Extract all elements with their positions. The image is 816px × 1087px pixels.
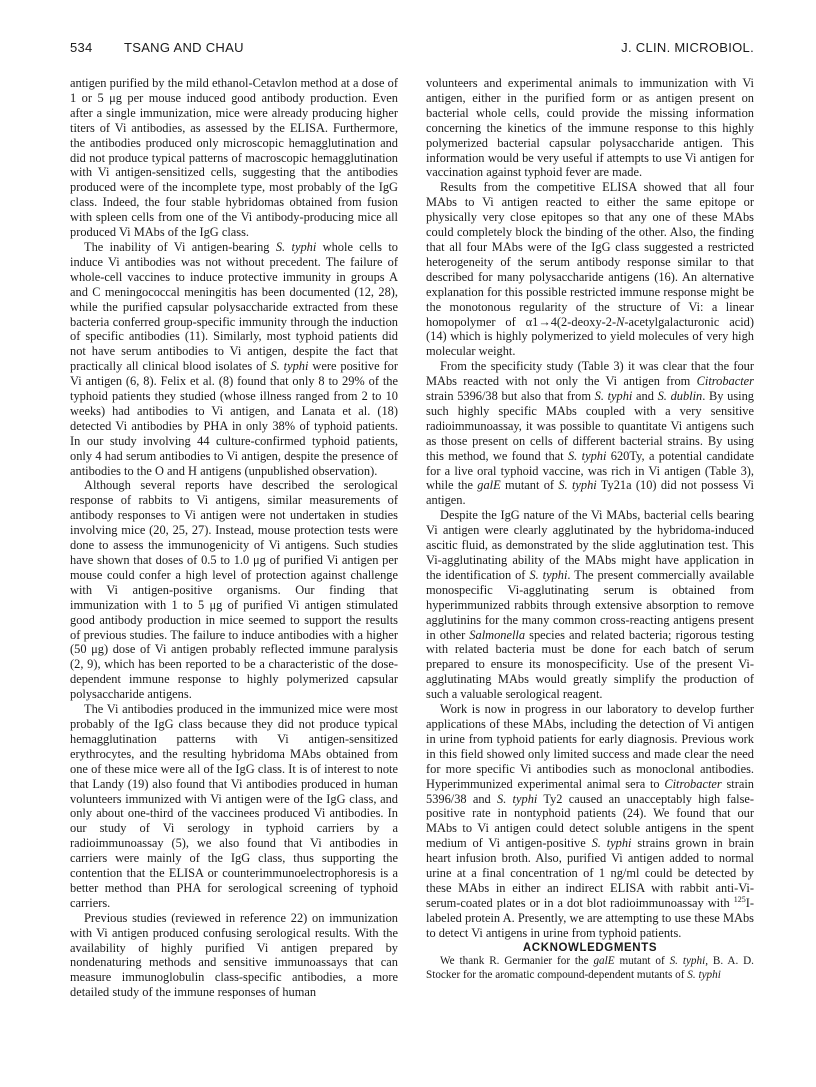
acknowledgments-heading: ACKNOWLEDGMENTS [522,941,658,954]
paragraph: Previous studies (reviewed in reference 22) on immunization with Vi antigen produced confusing serological results. With the availability of highly purified Vi antigen prepared by nondenaturing methods and sensitive immunoassays that can measure immunoglobulin class-specific antibodies, a more detailed study of the immune responses of human [70,910,398,1000]
paragraph: Despite the IgG nature of the Vi MAbs, bacterial cells bearing Vi antigen were clearly agglutinated by the hybridoma-induced ascitic fluid, as demonstrated by the slide agglutination test. This Vi-agglutinating ability of the MAbs might have application in the identification of S. typhi. The present commercially available monospecific Vi-agglutinating serum is obtained from hyperimmunized rabbits through extensive absorption to remove agglutinins for the many common cross-reacting antigens present in other Salmonella species and related bacteria; rigorous testing with related bacteria must be done for each batch of serum prepared to ensure its monospecificity. Use of the present Vi-agglutinating MAbs would greatly simplify the production of such a valuable serological reagent. [426,508,754,702]
paragraph: Although several reports have described the serological response of rabbits to Vi antigens, similar measurements of antibody responses to Vi antigen were not undertaken in studies involving mice (20, 25, 27). Instead, mouse protection tests were done to assess the immunogenicity of Vi antigens. Such studies have shown that doses of 0.5 to 1.0 μg of purified Vi antigen per mouse could confer a high level of protection against challenge with Vi antigen-positive organisms. Our finding that immunization with 1 to 5 μg of purified Vi antigen stimulated good antibody production in mice seemed to support the results of previous studies. The failure to induce antibodies with a higher (50 μg) dose of Vi antigen probably reflected immune paralysis (2, 9), which has been reported to be a characteristic of the dose-dependent immune response to highly polymerized capsular polysaccharide antigens. [70,478,398,702]
paragraph: Work is now in progress in our laboratory to develop further applications of these MAbs, including the detection of Vi antigen in urine from typhoid patients for early diagnosis. Previous work in this field showed only limited success and made clear the need for more specific Vi antibodies such as monoclonal antibodies. Hyperimmunized experimental animal sera to Citrobacter strain 5396/38 and S. typhi Ty2 caused an unacceptably high false-positive rate in nontyphoid patients (24). We found that our MAbs to Vi antigen could detect soluble antigens in the spent medium of Vi antigen-positive S. typhi strains grown in brain heart infusion broth. Also, purified Vi antigen added to normal urine at a final concentration of 1 ng/ml could be detected by these MAbs in either an indirect ELISA with rabbit anti-Vi-serum-coated plates or in a dot blot radioimmunoassay with $^{125}$I-labeled protein A. Presently, we are attempting to use these MAbs to detect Vi antigens in urine from typhoid patients. [426,702,755,940]
left-column [70,76,398,1000]
acknowledgments-text: We thank R. Germanier for the galE mutant of S. typhi, B. A. D. Stocker for the aromatic compound-dependent mutants of S. typhi [426,955,754,982]
paragraph: Results from the competitive ELISA showed that all four MAbs to Vi antigen reacted to either the same epitope or physically very close epitopes so that any one of these MAbs could completely block the binding of the other. Also, the finding that all four MAbs were of the IgG class suggested a restricted heterogeneity of the serum antibody response similar to that described for many polysaccharide antigens (16). An alternative explanation for this possible restricted immune response might be the monotonous regularity of the structure of Vi: a linear homopolymer of α1→4(2-deoxy-2-N-acetylgalacturonic acid) (14) which is highly polymerized to yield molecules of very high molecular weight. [426,180,754,359]
paragraph: The Vi antibodies produced in the immunized mice were most probably of the IgG class because they did not produce typical hemagglutination patterns with Vi antigen-sensitized erythrocytes, and the resulting hybridoma MAbs obtained from one of these mice were all of the IgG class. It is of interest to note that Landy (19) also found that Vi antibodies produced in human volunteers immunized with Vi antigen were of the IgG class, and only about one-third of the vaccinees produced Vi antibodies. In our study of Vi serology in typhoid carriers by a radioimmunoassay (5), we also found that Vi antibodies in carriers were mainly of the IgG class, thus supporting the contention that the ELISA or counterimmunoelectrophoresis is a better method than PHA for serological screening of typhoid carriers. [70,702,398,910]
right-column [426,76,754,983]
paragraph: From the specificity study (Table 3) it was clear that the four MAbs reacted with not only the Vi antigen from Citrobacter strain 5396/38 but also that from S. typhi and S. dublin. By using such highly specific MAbs coupled with a very sensitive radioimmunoassay, it was possible to quantitate Vi antigens such as those present on cells of different bacterial strains. By using this method, we found that S. typhi 620Ty, a potential candidate for a live oral typhoid vaccine, was rich in Vi antigen (Table 3), while the galE mutant of S. typhi Ty21a (10) did not possess Vi antigen. [426,359,755,508]
paragraph: volunteers and experimental animals to immunization with Vi antigen, either in the purified form or as antigen present on bacterial whole cells, could provide the missing information concerning the kinetics of the immune response to this highly polymerized bacterial capsular polysaccharide antigen. This information would be very useful if attempts to use Vi antigen for vaccination against typhoid fever are made. [426,76,754,180]
journal-name: J. CLIN. MICROBIOL. [621,40,754,55]
running-authors: TSANG AND CHAU [124,40,244,55]
running-header [70,40,754,60]
paragraph: The inability of Vi antigen-bearing S. typhi whole cells to induce Vi antibodies was not without precedent. The failure of whole-cell vaccines to induce protective immunity in groups A and C meningococcal meningitis has been documented (12, 28), while the purified capsular polysaccharide extracted from these bacteria conferred group-specific immunity through the induction of specific antibodies (11). Similarly, most typhoid patients did not have serum antibodies to Vi antigen, despite the fact that practically all clinical blood isolates of S. typhi were positive for Vi antigen (6, 8). Felix et al. (8) found that only 8 to 29% of the typhoid patients they studied (whose illness ranged from 2 to 10 weeks) had antibodies to Vi antigen, and Lanata et al. (18) detected Vi antibodies by PHA in only 38% of typhoid patients. In our study involving 44 culture-confirmed typhoid patients, only 4 had serum antibodies to Vi antigen, despite the presence of antibodies to the O and H antigens (unpublished observation). [70,239,399,478]
paragraph: antigen purified by the mild ethanol-Cetavlon method at a dose of 1 or 5 μg per mouse induced good antibody production. Even after a single immunization, mice were already producing higher titers of Vi antibodies, as assessed by the ELISA. Furthermore, the antibodies produced only microscopic hemagglutination and did not produce typical patterns of macroscopic hemagglutination with Vi antigen-sensitized cells, suggesting that the antibodies produced were of the incomplete type, most probably of the IgG class. Indeed, the four stable hybridomas obtained from fusion with spleen cells from one of the Vi antibody-producing mice all produced Vi MAbs of the IgG class. [70,76,398,240]
page-number: 534 [70,40,93,55]
